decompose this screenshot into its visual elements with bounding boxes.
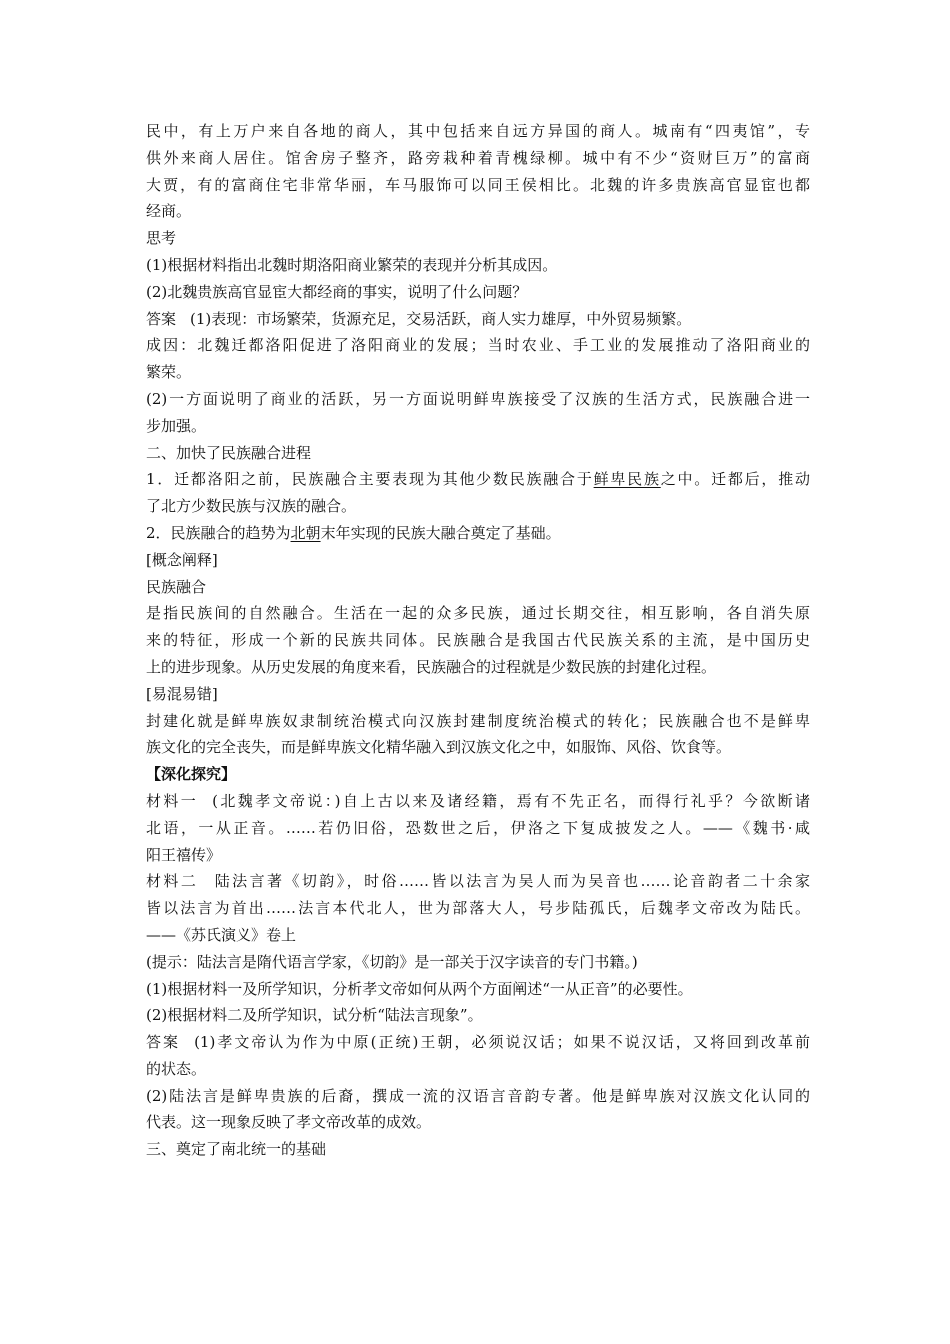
point-1-prefix: 1．迁都洛阳之前，民族融合主要表现为其他少数民族融合于 <box>146 470 594 489</box>
point-2-suffix: 末年实现的民族大融合奠定了基础。 <box>320 523 561 542</box>
point-1 <box>146 466 810 493</box>
paragraph-line: 经商。 <box>146 202 192 221</box>
material-2-text: 陆法言著《切韵》，时俗……皆以法言为吴人而为吴音也……论音韵者二十余家 <box>212 872 810 891</box>
paragraph-line: 的状态。 <box>146 1059 207 1078</box>
section-3-heading: 三、奠定了南北统一的基础 <box>146 1140 327 1159</box>
point-2 <box>146 520 810 547</box>
paragraph-line: 是指民族间的自然融合。生活在一起的众多民族，通过长期交往，相互影响，各自消失原 <box>146 604 810 623</box>
concept-heading: [概念阐释] <box>146 550 218 569</box>
answer-1 <box>146 306 810 333</box>
material-1 <box>146 788 810 815</box>
paragraph-line: 阳王禧传》 <box>146 845 222 864</box>
section-2-heading: 二、加快了民族融合进程 <box>146 443 312 462</box>
document-page <box>146 118 810 1163</box>
paragraph-line: 了北方少数民族与汉族的融合。 <box>146 497 357 516</box>
paragraph-line: 北语，一从正音。……若仍旧俗，恐数世之后，伊洛之下复成披发之人。——《魏书·咸 <box>146 818 810 837</box>
paragraph-line: 繁荣。 <box>146 363 192 382</box>
hint: (提示：陆法言是隋代语言学家，《切韵》是一部关于汉字读音的专门书籍。) <box>146 952 638 971</box>
question-4: (2)根据材料二及所学知识，试分析“陆法言现象”。 <box>146 1006 483 1025</box>
answer-label: 答案 <box>146 309 177 328</box>
point-1-suffix: 之中。迁都后，推动 <box>660 470 810 489</box>
paragraph-line: 来的特征，形成一个新的民族共同体。民族融合是我国古代民族关系的主流，是中国历史 <box>146 631 810 650</box>
concept-term: 民族融合 <box>146 577 207 596</box>
answer-3-text: (1)孝文帝认为作为中原(正统)王朝，必须说汉话；如果不说汉话，又将回到改革前 <box>194 1033 810 1052</box>
paragraph-line: (2)一方面说明了商业的活跃，另一方面说明鲜卑族接受了汉族的生活方式，民族融合进一 <box>146 389 810 408</box>
point-1-underlined: 鲜卑民族 <box>593 470 661 489</box>
think-heading: 思考 <box>146 229 177 248</box>
paragraph-line: ——《苏氏演义》卷上 <box>146 925 297 944</box>
answer-1-text: (1)表现：市场繁荣，货源充足，交易活跃，商人实力雄厚，中外贸易频繁。 <box>190 309 692 328</box>
paragraph-line: 族文化的完全丧失，而是鲜卑族文化精华融入到汉族文化之中，如服饰、风俗、饮食等。 <box>146 738 732 757</box>
confuse-heading: [易混易错] <box>146 684 218 703</box>
material-1-label: 材料一 <box>146 791 199 810</box>
answer-label: 答案 <box>146 1033 181 1052</box>
paragraph-line: 皆以法言为首出……法言本代北人，世为部落大人，号步陆孤氏，后魏孝文帝改为陆氏。 <box>146 899 810 918</box>
paragraph-line: 大贾，有的富商住宅非常华丽，车马服饰可以同王侯相比。北魏的许多贵族高官显宦也都 <box>146 175 810 194</box>
point-2-prefix: 2．民族融合的趋势为 <box>146 523 291 542</box>
paragraph-line: 上的进步现象。从历史发展的角度来看，民族融合的过程就是少数民族的封建化过程。 <box>146 657 717 676</box>
deepen-heading: 【深化探究】 <box>146 765 237 784</box>
point-2-underlined: 北朝 <box>290 523 321 542</box>
question-2: (2)北魏贵族高官显宦大都经商的事实，说明了什么问题？ <box>146 282 528 301</box>
question-1: (1)根据材料指出北魏时期洛阳商业繁荣的表现并分析其成因。 <box>146 255 558 274</box>
paragraph-line: 民中，有上万户来自各地的商人，其中包括来自远方异国的商人。城南有“四夷馆”，专 <box>146 122 810 140</box>
paragraph-line: 封建化就是鲜卑族奴隶制统治模式向汉族封建制度统治模式的转化；民族融合也不是鲜卑 <box>146 711 810 730</box>
answer-3 <box>146 1029 810 1056</box>
material-1-text: (北魏孝文帝说：)自上古以来及诸经籍，焉有不先正名，而得行礼乎？今欲断诸 <box>212 791 810 810</box>
paragraph-line: (2)陆法言是鲜卑贵族的后裔，撰成一流的汉语言音韵专著。他是鲜卑族对汉族文化认同的 <box>146 1086 810 1105</box>
paragraph-line: 成因：北魏迁都洛阳促进了洛阳商业的发展；当时农业、手工业的发展推动了洛阳商业的 <box>146 336 810 355</box>
paragraph-line: 供外来商人居住。馆舍房子整齐，路旁栽种着青槐绿柳。城中有不少“资财巨万”的富商 <box>146 148 810 167</box>
material-2-label: 材料二 <box>146 872 199 891</box>
question-3: (1)根据材料一及所学知识，分析孝文帝如何从两个方面阐述“一从正音”的必要性。 <box>146 979 693 998</box>
material-2 <box>146 868 810 895</box>
paragraph-line: 步加强。 <box>146 416 207 435</box>
paragraph-line: 代表。这一现象反映了孝文帝改革的成效。 <box>146 1113 432 1132</box>
